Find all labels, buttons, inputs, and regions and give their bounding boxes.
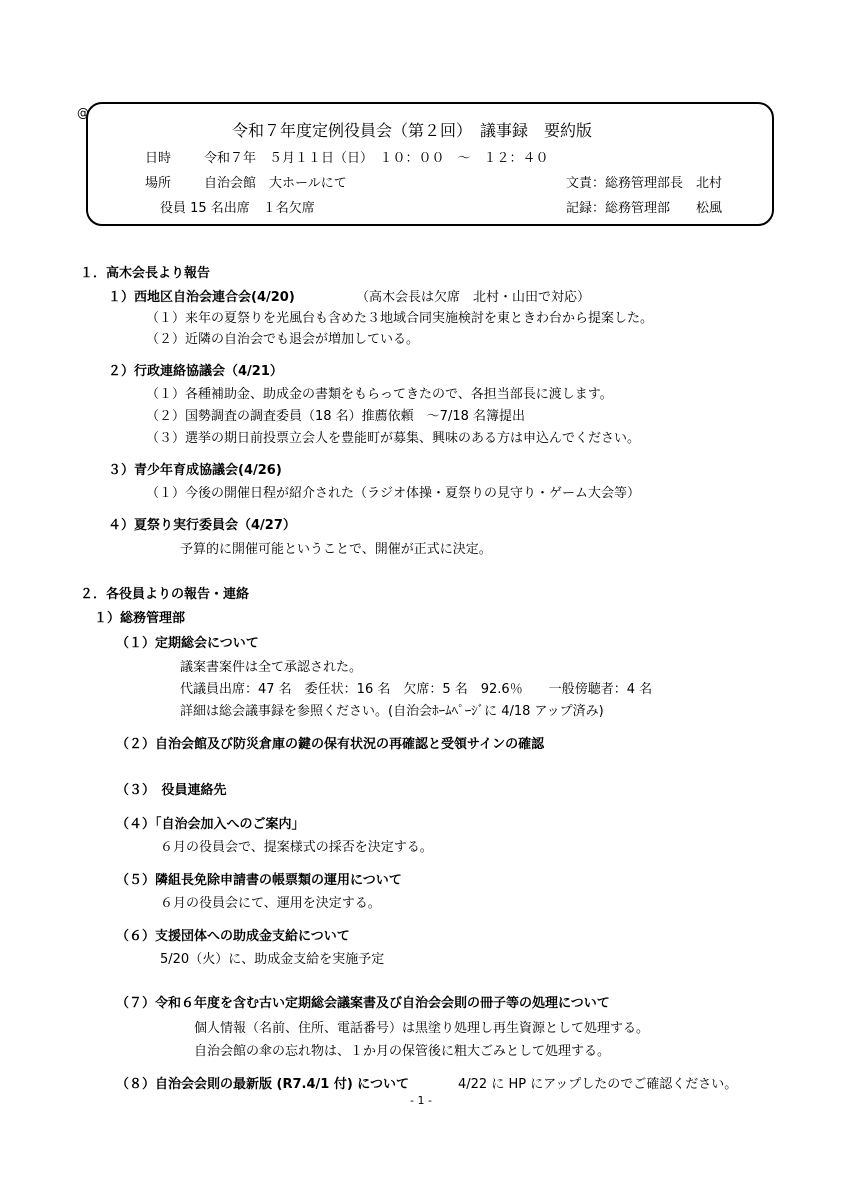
s2-item7-title: （７）令和６年度を含む古い定期総会議案書及び自治会会則の冊子等の処理について	[116, 996, 610, 1011]
s1-item1-line2: （２）近隣の自治会でも退会が増加している。	[146, 332, 420, 347]
place-label: 場所	[145, 176, 172, 191]
s1-item1-title: １）西地区自治会連合会(4/20)	[108, 290, 295, 305]
s2-item6-title: （６）支援団体への助成金支給について	[116, 929, 350, 944]
document-title: 令和７年度定例役員会（第２回） 議事録 要約版	[232, 121, 593, 140]
date-value: 令和７年 ５月１１日（日） １０：００ ～ １２：４０	[204, 151, 549, 166]
corner-mark: @	[77, 106, 89, 120]
place-value: 自治会館 大ホールにて	[204, 176, 347, 191]
s1-item2-line1: （１）各種補助金、助成金の書類をもらってきたので、各担当部長に渡します。	[146, 387, 613, 402]
s1-item3-title: ３）青少年育成協議会(4/26)	[108, 463, 282, 478]
s1-item2-line3: （３）選挙の期日前投票立会人を豊能町が募集、興味のある方は申込んでください。	[146, 431, 641, 446]
s2-item7-line2: 自治会館の傘の忘れ物は、１か月の保管後に粗大ごみとして処理する。	[194, 1044, 611, 1059]
recorder: 記録：総務管理部 松風	[566, 201, 723, 216]
s1-item1-line1: （１）来年の夏祭りを光風台も含めた３地域合同実施検討を東ときわ台から提案した。	[146, 311, 654, 326]
s2-item5-title: （５）隣組長免除申請書の帳票類の運用について	[116, 873, 402, 888]
s2-item3-title: （３） 役員連絡先	[116, 783, 227, 798]
s2-item1-line2: 代議員出席：47 名 委任状：16 名 欠席：5 名 92.6％ 一般傍聴者：4 名	[180, 682, 653, 697]
attendance: 役員 15 名出席 １名欠席	[160, 201, 315, 216]
s2-item8-inline: 4/22 に HP にアップしたのでご確認ください。	[458, 1077, 738, 1092]
s2-item6-line1: 5/20（火）に、助成金支給を実施予定	[160, 952, 385, 967]
s2-item8-title: （８）自治会会則の最新版 (R7.4/1 付) について	[116, 1077, 410, 1092]
s1-item4-title: ４）夏祭り実行委員会（4/27）	[108, 518, 296, 533]
s2-item2-title: （２）自治会館及び防災倉庫の鍵の保有状況の再確認と受領サインの確認	[116, 737, 545, 752]
s2-item1-line3: 詳細は総会議事録を参照ください。(自治会ﾎｰﾑﾍﾟｰｼﾞに 4/18 アップ済み)	[180, 704, 604, 719]
page-number: - 1 -	[410, 1094, 432, 1107]
section2-subheading: １）総務管理部	[94, 611, 186, 626]
s2-item5-line1: ６月の役員会にて、運用を決定する。	[160, 896, 381, 911]
s1-item4-line1: 予算的に開催可能ということで、開催が正式に決定。	[180, 542, 492, 557]
responsible-person: 文責：総務管理部長 北村	[566, 176, 723, 191]
s2-item4-line1: ６月の役員会で、提案様式の採否を決定する。	[160, 840, 433, 855]
s2-item7-line1: 個人情報（名前、住所、電話番号）は黒塗り処理し再生資源として処理する。	[194, 1021, 650, 1036]
s1-item1-note: （高木会長は欠席 北村・山田で対応）	[356, 290, 591, 305]
s2-item1-line1: 議案書案件は全て承認された。	[180, 660, 363, 675]
s1-item2-line2: （２）国勢調査の調査委員（18 名）推薦依頼 ～7/18 名簿提出	[146, 409, 525, 424]
s1-item3-line1: （１）今後の開催日程が紹介された（ラジオ体操・夏祭りの見守り・ゲーム大会等）	[146, 486, 641, 501]
s2-item4-title: （４）「自治会加入へのご案内」	[116, 817, 305, 832]
s1-item2-title: ２）行政連絡協議会（4/21）	[108, 364, 283, 379]
section2-heading: ２．各役員よりの報告・連絡	[80, 587, 250, 602]
date-label: 日時	[145, 151, 172, 166]
s2-item1-title: （１）定期総会について	[116, 636, 259, 651]
section1-heading: １．高木会長より報告	[80, 266, 211, 281]
